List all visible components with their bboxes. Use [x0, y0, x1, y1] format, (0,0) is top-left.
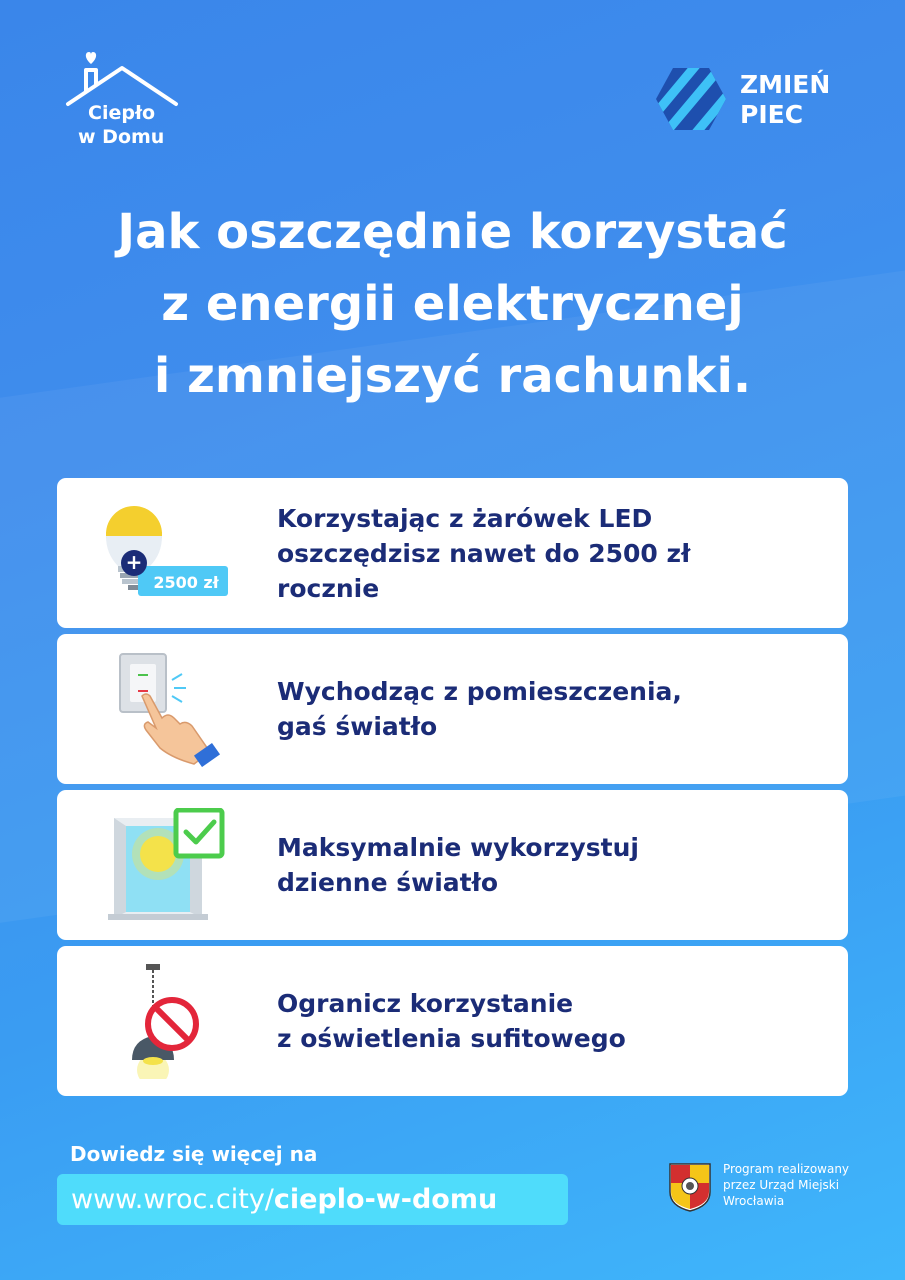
website-link[interactable]: [57, 1174, 568, 1225]
led-bulb-icon: [102, 496, 232, 611]
program-line3: Wrocławia: [723, 1194, 785, 1208]
logo-right-line1: ZMIEŃ: [740, 70, 831, 99]
logo-left-line2: w Domu: [78, 126, 165, 148]
url-path: cieplo-w-domu: [273, 1184, 498, 1215]
light-switch-icon: [102, 652, 232, 767]
program-info: [723, 1161, 849, 1209]
wroclaw-crest-icon: [668, 1162, 712, 1212]
tip-card-led: [57, 478, 848, 628]
logo-left-line1: Ciepło: [88, 102, 156, 124]
tip-ceiling-line1: Ogranicz korzystanie: [277, 989, 574, 1018]
tip-card-daylight: [57, 790, 848, 940]
tip-card-switch: [57, 634, 848, 784]
learn-more-text: Dowiedz się więcej na: [70, 1142, 318, 1166]
tip-switch-line2: gaś światło: [277, 712, 438, 741]
program-line2: przez Urząd Miejski: [723, 1178, 840, 1192]
tip-led-line3: rocznie: [277, 573, 380, 603]
tip-switch-line1: Wychodząc z pomieszczenia,: [277, 677, 682, 706]
url-base: www.wroc.city/: [71, 1184, 274, 1215]
headline: [0, 196, 905, 412]
headline-line1: Jak oszczędnie korzystać: [117, 204, 788, 260]
headline-line3: i zmniejszyć rachunki.: [153, 348, 752, 404]
tip-daylight-line1: Maksymalnie wykorzystuj: [277, 833, 639, 862]
tip-led-line2: oszczędzisz nawet do 2500 zł: [277, 538, 691, 568]
tip-text-daylight: [277, 790, 817, 940]
plus-badge-symbol: +: [125, 550, 143, 574]
hexagon-stripes-icon: [656, 68, 726, 130]
headline-line2: z energii elektrycznej: [161, 276, 744, 332]
tip-ceiling-line2: z oświetlenia sufitowego: [277, 1024, 626, 1053]
logo-right-line2: PIEC: [740, 100, 804, 129]
logo-cieplo-w-domu: [64, 52, 184, 152]
ceiling-lamp-forbidden-icon: [102, 964, 232, 1079]
tip-text-switch: [277, 634, 817, 784]
tip-led-line1: Korzystając z żarówek LED: [277, 503, 653, 533]
tip-text-ceiling: [277, 946, 817, 1096]
logo-zmien-piec: [656, 66, 846, 136]
tip-card-ceiling: [57, 946, 848, 1096]
savings-badge: 2500 zł: [153, 573, 219, 592]
window-daylight-icon: [102, 808, 232, 923]
tip-daylight-line2: dzienne światło: [277, 868, 499, 897]
program-line1: Program realizowany: [723, 1162, 850, 1176]
tip-text-led: [277, 478, 817, 628]
